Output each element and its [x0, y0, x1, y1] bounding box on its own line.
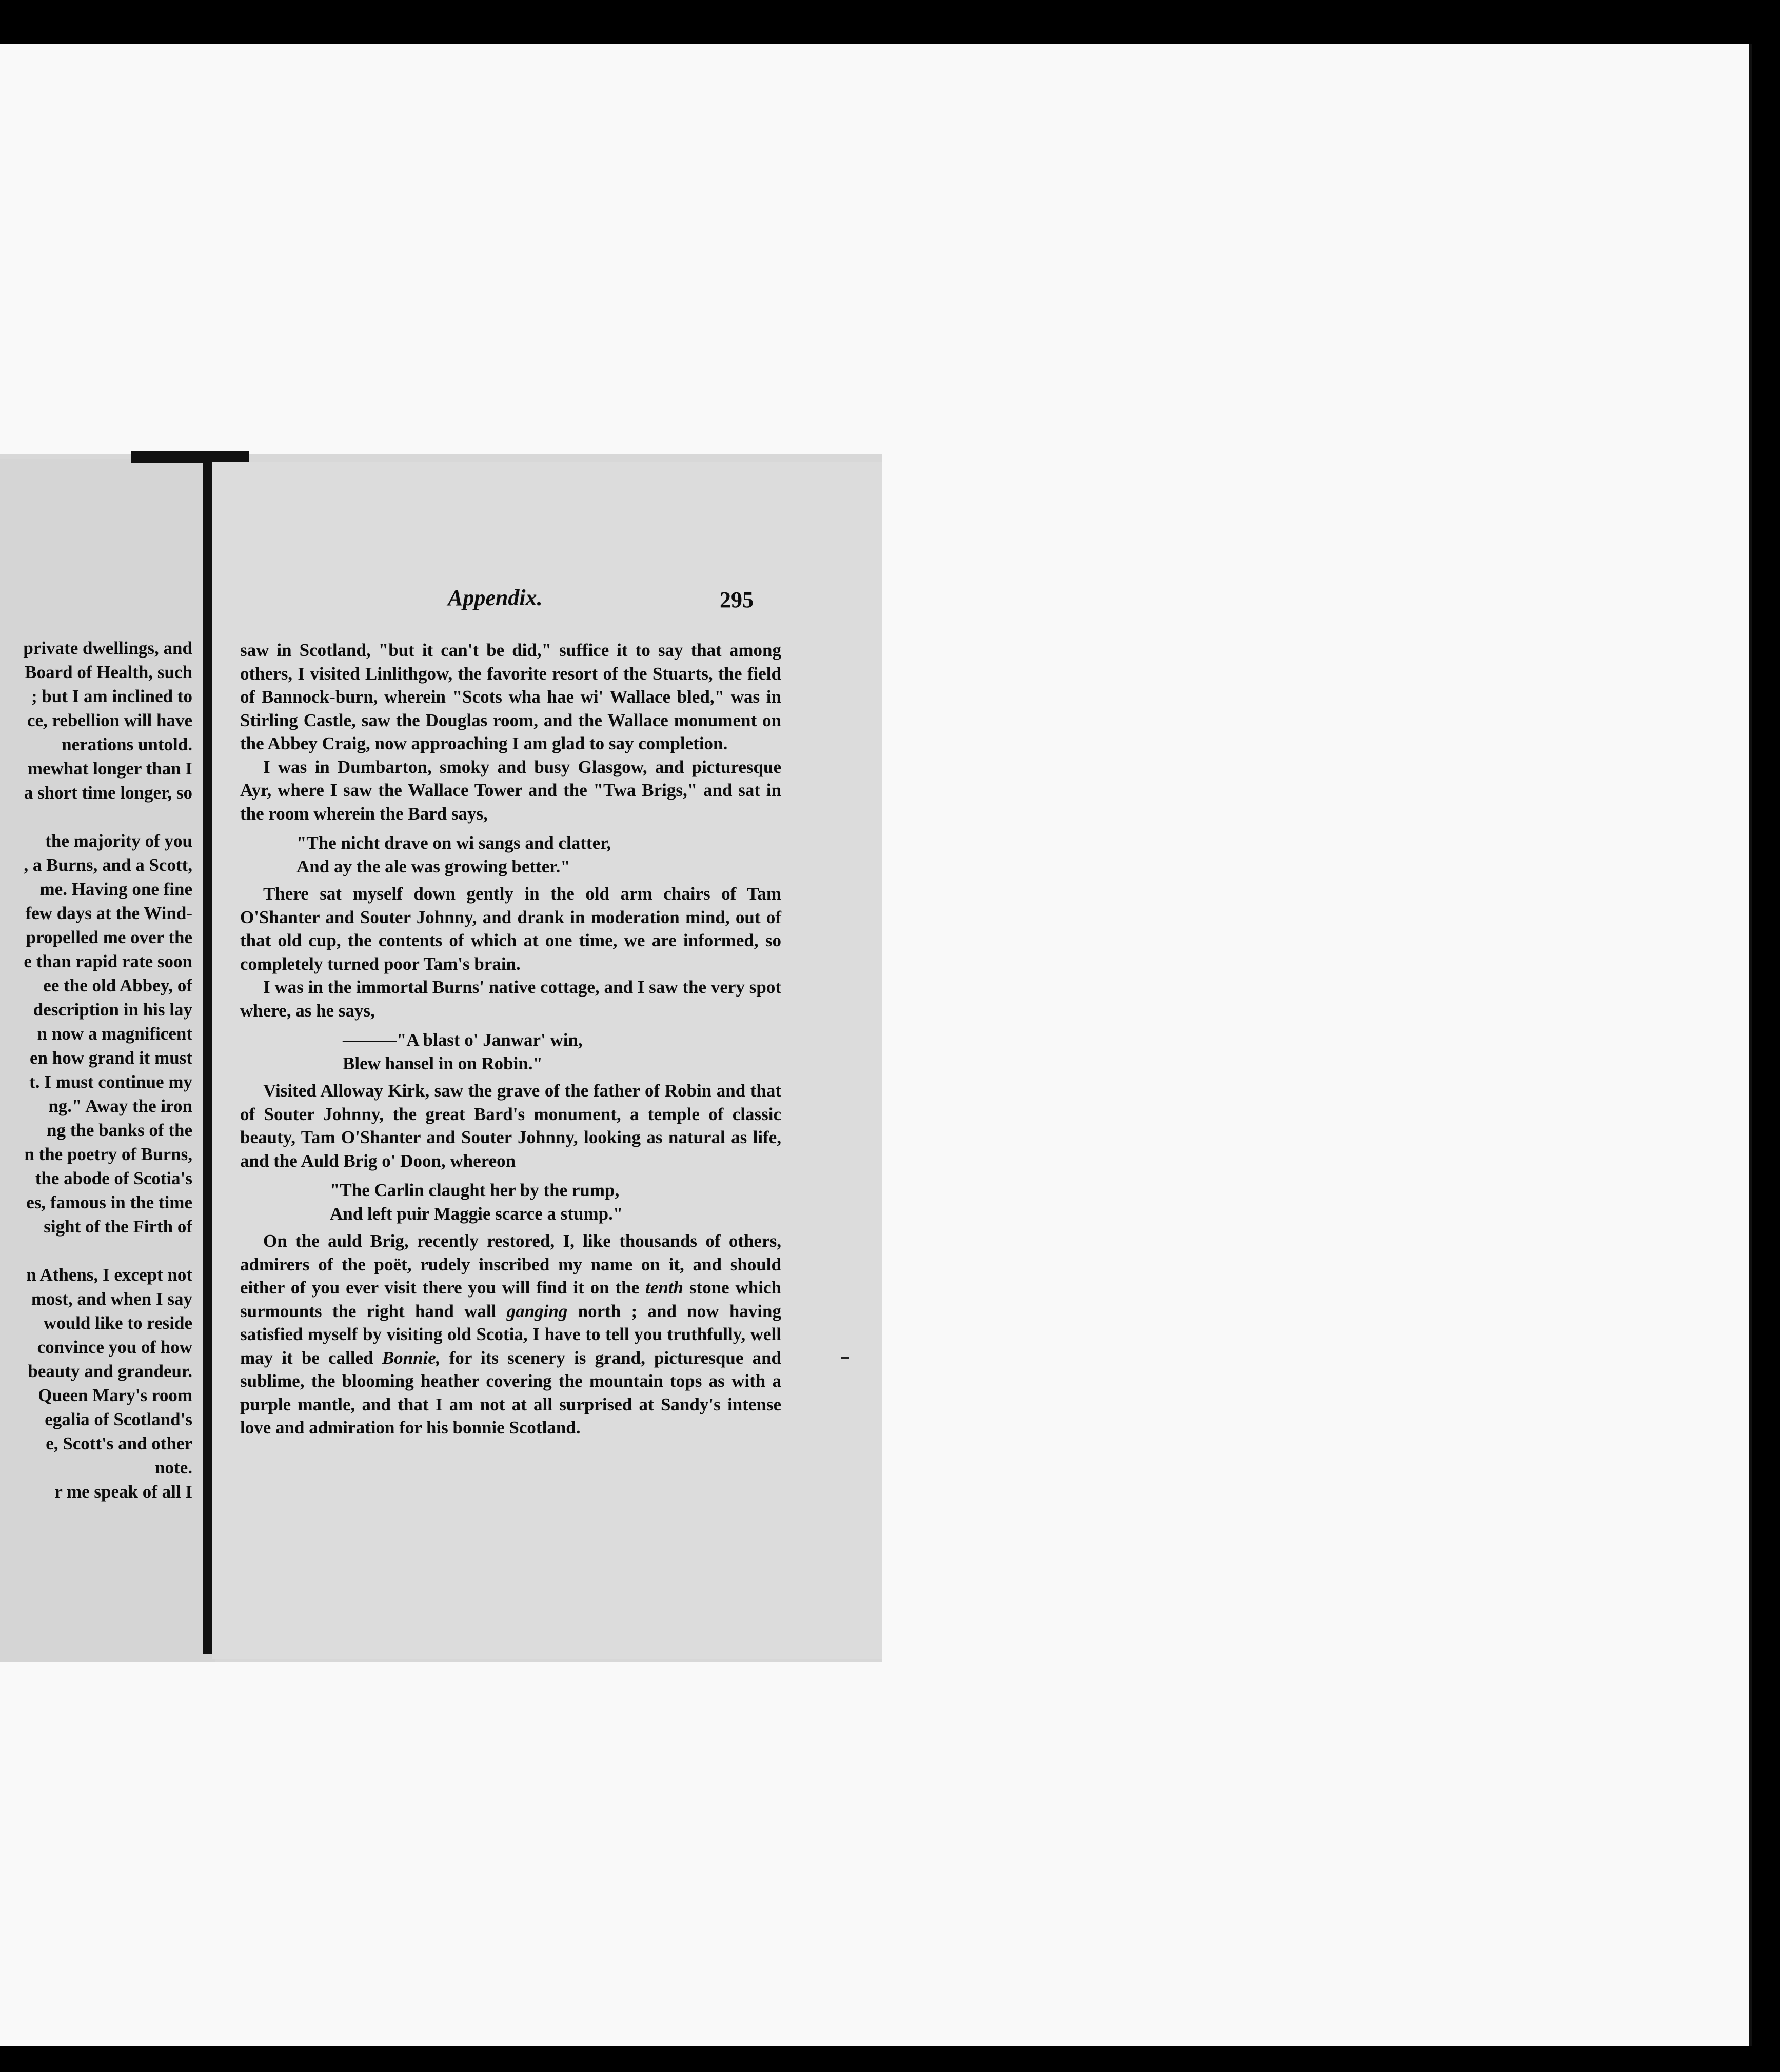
- running-head: Appendix.: [448, 585, 543, 610]
- left-page-line: propelled me over the: [26, 927, 192, 947]
- left-page-line: the majority of you: [45, 831, 192, 851]
- left-page-line: ; but I am inclined to: [31, 686, 192, 706]
- paragraph: saw in Scotland, "but it can't be did," suffice it to say that among others, I visited Linlithgow, the favorite resort of the Stuarts, the field of Bannock-burn, wherein "Scots wha hae wi' Wallace bled," was in Stirling Castle, saw the Douglas room, and the Wallace monument on the Abbey Craig, now approaching I am glad to say completion.: [240, 640, 781, 753]
- left-page-line: en how grand it must: [30, 1048, 192, 1068]
- left-page-line: n Athens, I except not: [26, 1265, 192, 1285]
- text-run: north ; and now having satisfied myself by visiting old Scotia, I have to tell you truthfully, well may it be called: [240, 1301, 781, 1368]
- verse-quote: [240, 1179, 781, 1225]
- paragraph: I was in the immortal Burns' native cottage, and I saw the very spot where, as he says,: [240, 977, 781, 1021]
- left-page-line: e than rapid rate soon: [24, 951, 192, 971]
- body-text: [240, 639, 781, 1440]
- binding-gutter: [203, 454, 212, 1654]
- verse-quote: [240, 831, 781, 878]
- paragraph: There sat myself down gently in the old arm chairs of Tam O'Shanter and Souter Johnny, and drank in moderation mind, out of that old cup, the contents of which at one time, we are informed, so completely turned poor Tam's brain.: [240, 884, 781, 974]
- binding-edge-top: [131, 451, 249, 463]
- left-page-line: would like to reside: [43, 1313, 192, 1333]
- verse-line: Blew hansel in on Robin.": [343, 1053, 543, 1073]
- left-page-line: ng the banks of the: [47, 1120, 192, 1140]
- left-page-line: a short time longer, so: [24, 783, 192, 803]
- left-page-line: r me speak of all I: [54, 1482, 192, 1502]
- left-page-line: t. I must continue my: [29, 1072, 192, 1092]
- verse-line: ———"A blast o' Janwar' win,: [343, 1030, 583, 1050]
- left-page-line: me. Having one fine: [39, 879, 192, 899]
- verse-quote: [240, 1028, 781, 1075]
- left-page-line: beauty and grandeur.: [28, 1361, 192, 1381]
- left-page-line: [0, 1239, 192, 1263]
- page-header: [212, 585, 882, 615]
- left-page-line: note.: [155, 1458, 192, 1478]
- scan-speck: [841, 1357, 849, 1359]
- left-page-line: e, Scott's and other: [46, 1433, 192, 1453]
- left-page-line: n the poetry of Burns,: [24, 1144, 192, 1164]
- left-page-line: n now a magnificent: [37, 1024, 192, 1044]
- right-page: [212, 462, 882, 1659]
- left-page-line: the abode of Scotia's: [35, 1168, 192, 1188]
- left-page-line: description in his lay: [33, 1000, 192, 1020]
- left-page-line: ce, rebellion will have: [27, 710, 192, 730]
- left-page-line: nerations untold.: [62, 734, 192, 754]
- verse-line: And ay the ale was growing better.": [296, 856, 570, 876]
- left-page-line: sight of the Firth of: [44, 1217, 192, 1237]
- paragraph: I was in Dumbarton, smoky and busy Glasgow, and picturesque Ayr, where I saw the Wallace Tower and the "Twa Brigs," and sat in the room wherein the Bard says,: [240, 756, 781, 824]
- italic-word: Bonnie,: [382, 1347, 441, 1368]
- left-page-line: , a Burns, and a Scott,: [24, 855, 192, 875]
- left-page-line: egalia of Scotland's: [45, 1409, 192, 1429]
- left-page-line: Board of Health, such: [25, 662, 192, 682]
- page-number: 295: [720, 587, 754, 612]
- text-run: for its scenery is grand, picturesque and sublime, the blooming heather covering the mountain tops as with a purple mantle, and that I am not at all surprised at Sandy's intense love and admiration for his bonnie Scotland.: [240, 1347, 781, 1438]
- left-page-line: private dwellings, and: [23, 638, 192, 658]
- text-run: stone which surmounts the right hand wall: [240, 1278, 781, 1321]
- left-page-text: [0, 636, 192, 1504]
- left-page: [0, 459, 215, 1662]
- left-page-line: ee the old Abbey, of: [43, 975, 192, 995]
- left-page-line: few days at the Wind-: [25, 903, 192, 923]
- verse-line: "The Carlin claught her by the rump,: [330, 1180, 620, 1200]
- paragraph: Visited Alloway Kirk, saw the grave of the father of Robin and that of Souter Johnny, the great Bard's monument, a temple of classic beauty, Tam O'Shanter and Souter Johnny, looking as natural as life, and the Auld Brig o' Doon, whereon: [240, 1081, 781, 1171]
- left-page-line: mewhat longer than I: [27, 759, 192, 779]
- italic-word: tenth: [645, 1278, 683, 1298]
- verse-line: And left puir Maggie scarce a stump.": [330, 1203, 623, 1224]
- text-run: On the auld Brig, recently restored, I, like thousands of others, admirers of the poët, rudely inscribed my name on it, and should either of you ever visit there you will find it on the: [240, 1231, 781, 1298]
- left-page-line: ng." Away the iron: [48, 1096, 192, 1116]
- italic-word: ganging: [506, 1301, 568, 1321]
- left-page-line: most, and when I say: [31, 1289, 192, 1309]
- left-page-line: Queen Mary's room: [38, 1385, 192, 1405]
- paragraph: [240, 1229, 781, 1440]
- left-page-line: [0, 805, 192, 829]
- left-page-line: convince you of how: [37, 1337, 192, 1357]
- verse-line: "The nicht drave on wi sangs and clatter,: [296, 833, 611, 853]
- left-page-line: es, famous in the time: [26, 1192, 192, 1212]
